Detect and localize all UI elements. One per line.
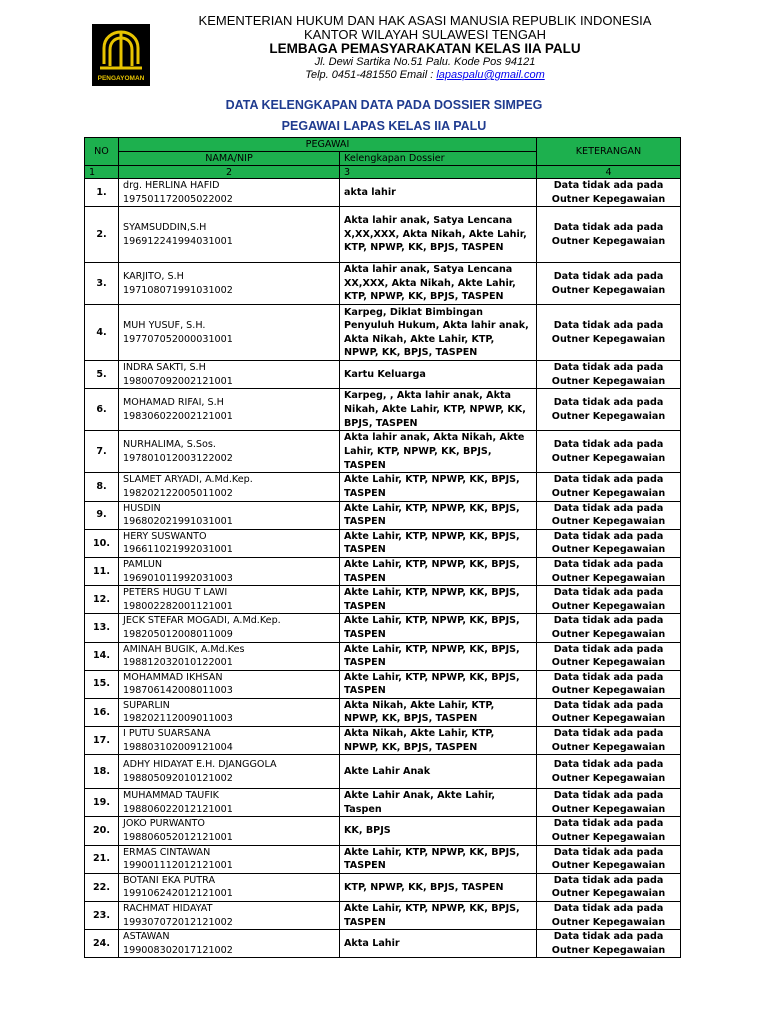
keterangan-line-2: Outner Kepegawaian — [551, 452, 666, 464]
keterangan-line-2: Outner Kepegawaian — [551, 235, 666, 247]
keterangan — [537, 755, 681, 789]
keterangan-line-1: Data tidak ada pada — [553, 903, 664, 914]
employee-name: ASTAWAN — [123, 931, 170, 943]
dossier-items: Akte Lahir, KTP, NPWP, KK, BPJS, TASPEN — [340, 586, 537, 614]
table-row — [85, 698, 681, 726]
employee-name: MOHAMMAD IKHSAN — [123, 671, 223, 683]
header-no: NO — [85, 138, 119, 166]
title-line-1: DATA KELENGKAPAN DATA PADA DOSSIER SIMPEG — [225, 98, 543, 112]
dossier-items: Akte Lahir, KTP, NPWP, KK, BPJS, TASPEN — [340, 614, 537, 642]
employee-name: BOTANI EKA PUTRA — [123, 874, 216, 886]
employee-nip: 198002282001121001 — [123, 600, 233, 612]
dossier-items: KTP, NPWP, KK, BPJS, TASPEN — [340, 873, 537, 901]
table-row — [85, 902, 681, 930]
table-row — [85, 642, 681, 670]
keterangan — [537, 361, 681, 389]
employee-nip: 198806052012121001 — [123, 832, 233, 844]
row-number: 14. — [85, 642, 119, 670]
table-row — [85, 473, 681, 501]
document-title — [0, 95, 768, 137]
row-number: 16. — [85, 698, 119, 726]
dossier-items: Akte Lahir, KTP, NPWP, KK, BPJS, TASPEN — [340, 670, 537, 698]
employee-nip: 199307072012121002 — [123, 916, 233, 928]
keterangan-line-2: Outner Kepegawaian — [551, 832, 666, 844]
employee-name-nip — [119, 642, 340, 670]
keterangan-line-2: Outner Kepegawaian — [551, 657, 666, 669]
employee-name: PETERS HUGU T LAWI — [123, 587, 228, 599]
table-row — [85, 207, 681, 263]
dossier-items: Akte Lahir, KTP, NPWP, KK, BPJS, TASPEN — [340, 845, 537, 873]
logo-text: PENGAYOMAN — [97, 75, 145, 82]
header-pegawai: PEGAWAI — [119, 138, 537, 152]
employee-nip: 198202112009011003 — [123, 713, 233, 725]
row-number: 24. — [85, 930, 119, 958]
employee-name-nip — [119, 529, 340, 557]
keterangan — [537, 501, 681, 529]
keterangan — [537, 473, 681, 501]
dossier-items: Kartu Keluarga — [340, 361, 537, 389]
dossier-items: Akte Lahir, KTP, NPWP, KK, BPJS, TASPEN — [340, 529, 537, 557]
employee-name-nip — [119, 755, 340, 789]
row-number: 23. — [85, 902, 119, 930]
employee-nip: 198812032010122001 — [123, 657, 233, 669]
employee-name-nip — [119, 873, 340, 901]
keterangan-line-1: Data tidak ada pada — [553, 362, 664, 374]
keterangan-line-1: Data tidak ada pada — [553, 671, 664, 683]
keterangan — [537, 557, 681, 585]
keterangan-line-2: Outner Kepegawaian — [551, 410, 666, 422]
table-row — [85, 586, 681, 614]
table-row — [85, 670, 681, 698]
employee-name-nip — [119, 179, 340, 207]
dossier-items: Akte Lahir, KTP, NPWP, KK, BPJS, TASPEN — [340, 557, 537, 585]
dossier-items: Karpeg, , Akta lahir anak, Akta Nikah, Akte Lahir, KTP, NPWP, KK, BPJS, TASPEN — [340, 389, 537, 431]
keterangan-line-2: Outner Kepegawaian — [551, 772, 666, 784]
employee-name-nip — [119, 670, 340, 698]
letterhead-text — [165, 14, 685, 82]
keterangan-line-2: Outner Kepegawaian — [551, 333, 666, 345]
keterangan — [537, 586, 681, 614]
table-row — [85, 389, 681, 431]
col-number-3: 3 — [340, 166, 537, 179]
keterangan — [537, 431, 681, 473]
employee-nip: 197801012003122002 — [123, 452, 233, 464]
employee-nip: 198803102009121004 — [123, 741, 233, 753]
keterangan-line-2: Outner Kepegawaian — [551, 284, 666, 296]
ministry-name: KEMENTERIAN HUKUM DAN HAK ASASI MANUSIA REPUBLIK INDONESIA — [198, 13, 652, 28]
contact-line — [165, 69, 685, 82]
keterangan-line-1: Data tidak ada pada — [553, 474, 664, 486]
employee-name: MUH YUSUF, S.H. — [123, 320, 206, 332]
dossier-items: Akta Nikah, Akte Lahir, KTP, NPWP, KK, BPJS, TASPEN — [340, 727, 537, 755]
keterangan-line-2: Outner Kepegawaian — [551, 916, 666, 928]
table-row — [85, 873, 681, 901]
employee-nip: 198202122005011002 — [123, 487, 233, 499]
table-row — [85, 431, 681, 473]
employee-name: MUHAMMAD TAUFIK — [123, 790, 219, 802]
employee-name: SUPARLIN — [123, 699, 170, 711]
employee-name: HERY SUSWANTO — [123, 530, 207, 542]
keterangan — [537, 529, 681, 557]
employee-name-nip — [119, 902, 340, 930]
col-number-4: 4 — [537, 166, 681, 179]
keterangan-line-2: Outner Kepegawaian — [551, 600, 666, 612]
letterhead — [90, 14, 690, 86]
keterangan — [537, 789, 681, 817]
employee-nip: 197108071991031002 — [123, 284, 233, 296]
table-row — [85, 557, 681, 585]
employee-nip: 199008302017121002 — [123, 944, 233, 956]
employee-name: AMINAH BUGIK, A.Md.Kes — [123, 643, 245, 655]
keterangan-line-1: Data tidak ada pada — [553, 320, 664, 332]
row-number: 18. — [85, 755, 119, 789]
employee-name: PAMLUN — [123, 558, 163, 570]
row-number: 17. — [85, 727, 119, 755]
row-number: 19. — [85, 789, 119, 817]
keterangan-line-1: Data tidak ada pada — [553, 874, 664, 886]
keterangan — [537, 614, 681, 642]
employee-name-nip — [119, 263, 340, 305]
employee-name-nip — [119, 389, 340, 431]
employee-name-nip — [119, 698, 340, 726]
dossier-items: Akte Lahir, KTP, NPWP, KK, BPJS, TASPEN — [340, 501, 537, 529]
keterangan-line-2: Outner Kepegawaian — [551, 516, 666, 528]
employee-name-nip — [119, 789, 340, 817]
keterangan-line-1: Data tidak ada pada — [553, 615, 664, 627]
table-row — [85, 263, 681, 305]
dossier-items: KK, BPJS — [340, 817, 537, 845]
table-row — [85, 930, 681, 958]
keterangan-line-1: Data tidak ada pada — [553, 530, 664, 542]
keterangan — [537, 207, 681, 263]
keterangan-line-1: Data tidak ada pada — [553, 502, 664, 514]
row-number: 2. — [85, 207, 119, 263]
row-number: 9. — [85, 501, 119, 529]
dossier-items: Karpeg, Diklat Bimbingan Penyuluh Hukum, Akta lahir anak, Akta Nikah, Akte Lahir, KTP, NPWP, KK, BPJS, TASPEN — [340, 305, 537, 361]
keterangan — [537, 642, 681, 670]
keterangan-line-2: Outner Kepegawaian — [551, 685, 666, 697]
employee-name-nip — [119, 431, 340, 473]
row-number: 12. — [85, 586, 119, 614]
employee-name-nip — [119, 207, 340, 263]
row-number: 22. — [85, 873, 119, 901]
employee-name-nip — [119, 930, 340, 958]
keterangan-line-2: Outner Kepegawaian — [551, 713, 666, 725]
employee-name-nip — [119, 361, 340, 389]
table-row — [85, 845, 681, 873]
employee-nip: 197707052000031001 — [123, 333, 233, 345]
keterangan-line-1: Data tidak ada pada — [553, 790, 664, 802]
row-number: 11. — [85, 557, 119, 585]
table-row — [85, 529, 681, 557]
keterangan-line-1: Data tidak ada pada — [553, 846, 664, 858]
keterangan — [537, 179, 681, 207]
keterangan-line-2: Outner Kepegawaian — [551, 944, 666, 956]
employee-name-nip — [119, 305, 340, 361]
employee-name-nip — [119, 817, 340, 845]
dossier-items: Akte Lahir Anak, Akte Lahir, Taspen — [340, 789, 537, 817]
employee-name-nip — [119, 557, 340, 585]
employee-nip: 196912241994031001 — [123, 235, 233, 247]
employee-name-nip — [119, 501, 340, 529]
employee-name: MOHAMAD RIFAI, S.H — [123, 397, 224, 409]
keterangan-line-2: Outner Kepegawaian — [551, 487, 666, 499]
regional-office: KANTOR WILAYAH SULAWESI TENGAH — [304, 27, 546, 42]
employee-name-nip — [119, 845, 340, 873]
keterangan-line-1: Data tidak ada pada — [553, 558, 664, 570]
keterangan — [537, 305, 681, 361]
keterangan — [537, 727, 681, 755]
dossier-items: Akte Lahir, KTP, NPWP, KK, BPJS, TASPEN — [340, 902, 537, 930]
employee-name-nip — [119, 473, 340, 501]
table-row — [85, 727, 681, 755]
dossier-items: Akta Nikah, Akte Lahir, KTP, NPWP, KK, BPJS, TASPEN — [340, 698, 537, 726]
employee-name: KARJITO, S.H — [123, 271, 184, 283]
keterangan — [537, 698, 681, 726]
row-number: 10. — [85, 529, 119, 557]
keterangan-line-2: Outner Kepegawaian — [551, 628, 666, 640]
employee-name: ADHY HIDAYAT E.H. DJANGGOLA — [123, 759, 277, 771]
keterangan — [537, 670, 681, 698]
dossier-items: Akta lahir anak, Satya Lencana X,XX,XXX, Akta Nikah, Akte Lahir, KTP, NPWP, KK, BPJS, TASPEN — [340, 207, 537, 263]
keterangan — [537, 902, 681, 930]
pengayoman-logo — [92, 24, 150, 86]
keterangan-line-1: Data tidak ada pada — [553, 728, 664, 740]
phone: Telp. 0451-481550 Email : — [305, 69, 437, 81]
employee-name: drg. HERLINA HAFID — [123, 180, 220, 191]
header-keterangan: KETERANGAN — [537, 138, 681, 166]
row-number: 1. — [85, 179, 119, 207]
table-row — [85, 614, 681, 642]
table-row — [85, 179, 681, 207]
employee-nip: 198805092010121002 — [123, 772, 233, 784]
employee-name-nip — [119, 614, 340, 642]
dossier-items: akta lahir — [340, 179, 537, 207]
row-number: 13. — [85, 614, 119, 642]
table-row — [85, 361, 681, 389]
row-number: 8. — [85, 473, 119, 501]
employee-nip: 198706142008011003 — [123, 685, 233, 697]
row-number: 3. — [85, 263, 119, 305]
keterangan-line-2: Outner Kepegawaian — [551, 193, 666, 205]
keterangan-line-2: Outner Kepegawaian — [551, 803, 666, 815]
keterangan-line-1: Data tidak ada pada — [553, 587, 664, 599]
dossier-items: Akta lahir anak, Akta Nikah, Akte Lahir, KTP, NPWP, KK, BPJS, TASPEN — [340, 431, 537, 473]
col-number-1: 1 — [85, 166, 119, 179]
employee-name: HUSDIN — [123, 502, 161, 514]
keterangan-line-2: Outner Kepegawaian — [551, 888, 666, 900]
employee-nip: 198306022002121001 — [123, 410, 233, 422]
table-row — [85, 305, 681, 361]
employee-nip: 198007092002121001 — [123, 375, 233, 387]
table-body — [85, 179, 681, 958]
dossier-items: Akte Lahir, KTP, NPWP, KK, BPJS, TASPEN — [340, 642, 537, 670]
row-number: 4. — [85, 305, 119, 361]
keterangan-line-1: Data tidak ada pada — [553, 818, 664, 830]
row-number: 5. — [85, 361, 119, 389]
keterangan-line-1: Data tidak ada pada — [553, 759, 664, 771]
keterangan-line-1: Data tidak ada pada — [553, 271, 664, 283]
employee-name-nip — [119, 586, 340, 614]
table-row — [85, 755, 681, 789]
employee-nip: 197501172005022002 — [123, 193, 233, 205]
keterangan — [537, 389, 681, 431]
employee-nip: 196901011992031003 — [123, 572, 233, 584]
keterangan — [537, 930, 681, 958]
employee-name: JECK STEFAR MOGADI, A.Md.Kep. — [123, 615, 281, 627]
employee-name: SLAMET ARYADI, A.Md.Kep. — [123, 474, 253, 486]
header-nama-nip: NAMA/NIP — [119, 152, 340, 166]
header-dossier: Kelengkapan Dossier — [340, 152, 537, 166]
employee-nip: 198806022012121001 — [123, 803, 233, 815]
employee-nip: 196611021992031001 — [123, 544, 233, 556]
keterangan-line-1: Data tidak ada pada — [553, 222, 664, 234]
row-number: 20. — [85, 817, 119, 845]
employee-nip: 199106242012121001 — [123, 888, 233, 900]
dossier-table — [84, 137, 681, 958]
dossier-items: Akta lahir anak, Satya Lencana XX,XXX, Akta Nikah, Akte Lahir, KTP, NPWP, KK, BPJS, TASPEN — [340, 263, 537, 305]
employee-name: RACHMAT HIDAYAT — [123, 903, 213, 914]
dossier-items: Akta Lahir — [340, 930, 537, 958]
employee-name-nip — [119, 727, 340, 755]
employee-nip: 199001112012121001 — [123, 860, 233, 872]
employee-nip: 196802021991031001 — [123, 516, 233, 528]
keterangan-line-1: Data tidak ada pada — [553, 397, 664, 409]
keterangan-line-1: Data tidak ada pada — [553, 931, 664, 943]
keterangan — [537, 845, 681, 873]
table-row — [85, 817, 681, 845]
employee-name: ERMAS CINTAWAN — [123, 846, 211, 858]
row-number: 7. — [85, 431, 119, 473]
keterangan-line-2: Outner Kepegawaian — [551, 860, 666, 872]
keterangan-line-2: Outner Kepegawaian — [551, 572, 666, 584]
keterangan-line-1: Data tidak ada pada — [553, 180, 664, 191]
email-link[interactable]: lapaspalu@gmail.com — [436, 69, 545, 81]
dossier-items: Akte Lahir, KTP, NPWP, KK, BPJS, TASPEN — [340, 473, 537, 501]
institution-name: LEMBAGA PEMASYARAKATAN KELAS IIA PALU — [269, 41, 581, 56]
keterangan-line-2: Outner Kepegawaian — [551, 741, 666, 753]
keterangan-line-2: Outner Kepegawaian — [551, 544, 666, 556]
keterangan — [537, 263, 681, 305]
keterangan-line-1: Data tidak ada pada — [553, 699, 664, 711]
keterangan-line-1: Data tidak ada pada — [553, 439, 664, 451]
employee-name: SYAMSUDDIN,S.H — [123, 222, 207, 234]
employee-name: INDRA SAKTI, S.H — [123, 362, 206, 374]
employee-name: I PUTU SUARSANA — [123, 728, 211, 740]
keterangan — [537, 817, 681, 845]
table-row — [85, 789, 681, 817]
keterangan-line-2: Outner Kepegawaian — [551, 375, 666, 387]
employee-nip: 198205012008011009 — [123, 628, 233, 640]
employee-name: NURHALIMA, S.Sos. — [123, 439, 216, 451]
address: Jl. Dewi Sartika No.51 Palu. Kode Pos 94121 — [314, 56, 536, 68]
row-number: 21. — [85, 845, 119, 873]
keterangan-line-1: Data tidak ada pada — [553, 643, 664, 655]
row-number: 6. — [85, 389, 119, 431]
row-number: 15. — [85, 670, 119, 698]
keterangan — [537, 873, 681, 901]
title-line-2: PEGAWAI LAPAS KELAS IIA PALU — [281, 119, 487, 133]
table-row — [85, 501, 681, 529]
col-number-2: 2 — [119, 166, 340, 179]
employee-name: JOKO PURWANTO — [123, 818, 205, 830]
dossier-items: Akte Lahir Anak — [340, 755, 537, 789]
